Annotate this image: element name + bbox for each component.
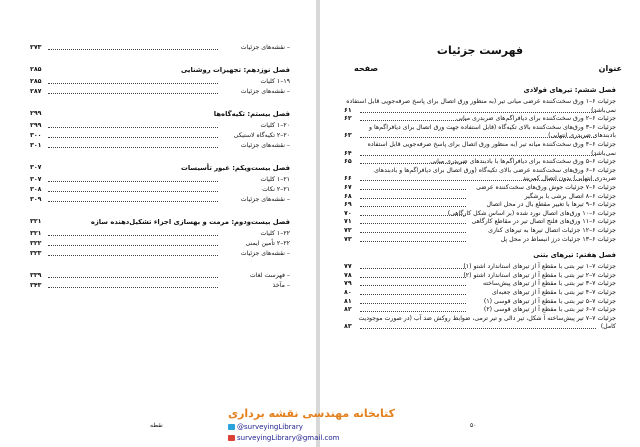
leader-dots bbox=[48, 93, 218, 94]
entry-title: جزئیات ۶–۵ ورق سخت‌کننده برای دیافراگم‌ها با بادبندهای ضربدری میانی bbox=[430, 158, 616, 166]
entry-page-number: ۶۶ bbox=[344, 175, 352, 183]
chapter-heading: فصل بیست‌ودوم: مرمت و بهسازی اجزاء تشکیل‌دهنده سازه bbox=[90, 218, 290, 226]
entry-page-number: ۷۱ bbox=[344, 218, 352, 226]
entry-title: جزئیات ۶–۹ تیرها با تغییر مقطع بال در محل اتصال bbox=[486, 201, 616, 209]
entry-page-number: ۳۰۰ bbox=[30, 132, 42, 139]
left-page-folio: نقطه bbox=[150, 422, 163, 429]
entry-page-number: ۳۲۳ bbox=[30, 250, 42, 257]
toc-entry bbox=[30, 175, 290, 185]
entry-title: جزئیات ۷–۴ تیر بتنی با مقطع آ از تیرهای جعبه‌ای bbox=[491, 289, 616, 296]
entry-page-number: ۶۷ bbox=[344, 184, 352, 191]
entry-title: ۲۱–۱ کلیات bbox=[260, 176, 290, 183]
entry-page-number: ۳۳۹ bbox=[30, 272, 42, 279]
entry-page-number: ۷۲ bbox=[344, 227, 352, 234]
entry-title: جزئیات ۶–۶ ورق‌های سخت‌کننده عرضی بالای تکیه‌گاه (ورق اتصال برای دیافراگم‌ها و بادبندهای bbox=[374, 166, 616, 174]
entry-page-number: ۷۷ bbox=[344, 263, 352, 271]
entry-page-number: ۷۸ bbox=[344, 271, 352, 279]
leader-dots bbox=[48, 191, 218, 192]
column-header-page: صفحه bbox=[354, 64, 379, 73]
leader-dots bbox=[360, 303, 466, 304]
chapter-page-number: ۳۰۷ bbox=[30, 164, 42, 171]
entry-page-number: ۳۲۲ bbox=[30, 240, 42, 247]
leader-dots bbox=[48, 287, 218, 288]
chapter-heading: فصل بیست‌ویکم: عبور تأسیسات bbox=[181, 164, 290, 172]
page-number: ۵۰ bbox=[470, 422, 477, 429]
chapter-heading: فصل ششم: تیرهای فولادی bbox=[523, 86, 616, 94]
entry-page-number: ۲۸۷ bbox=[30, 88, 42, 95]
entry-page-number: ۷۹ bbox=[344, 280, 352, 288]
entry-page-number: ۶۵ bbox=[344, 158, 352, 166]
leader-dots bbox=[360, 189, 466, 190]
leader-dots bbox=[360, 232, 466, 233]
toc-entry bbox=[30, 43, 290, 53]
entry-title: ۲۰–۲ تکیه‌گاه لاستیکی bbox=[233, 132, 290, 139]
watermark-title: کتابخانه مهندسی نقشه برداری bbox=[228, 407, 396, 420]
entry-title: ۱۹–۱ کلیات bbox=[260, 78, 290, 85]
chapter-page-number: ۳۲۱ bbox=[30, 218, 42, 225]
entry-page-number: ۳۲۱ bbox=[30, 230, 42, 237]
leader-dots bbox=[360, 328, 596, 329]
leader-dots bbox=[360, 294, 466, 295]
entry-page-number: ۸۰ bbox=[344, 289, 352, 296]
entry-title: جزئیات ۷–۱ تیر بتنی با مقطع آ از تیرهای استاندارد اشتو (۱) bbox=[463, 263, 616, 271]
entry-title: جزئیات ۶–۱۱ ورق‌های فلنج اتصال تیر در مقاطع کارگاهی bbox=[471, 218, 616, 226]
entry-page-number: ۸۲ bbox=[344, 306, 352, 314]
entry-page-number: ۳۰۸ bbox=[30, 186, 42, 193]
leader-dots bbox=[360, 268, 466, 269]
entry-page-number: ۶۱ bbox=[344, 106, 352, 114]
leader-dots bbox=[48, 235, 218, 236]
leader-dots bbox=[48, 127, 218, 128]
entry-title: جزئیات ۷–۲ تیر بتنی با مقطع آ از تیرهای استاندارد اشتو (۲) bbox=[463, 271, 616, 279]
toc-title: فهرست جزئیات bbox=[436, 44, 524, 57]
entry-page-number: ۷۳ bbox=[344, 235, 352, 243]
entry-page-number: ۲۹۹ bbox=[30, 122, 42, 129]
leader-dots bbox=[48, 137, 218, 138]
chapter-page-number: ۲۹۹ bbox=[30, 110, 42, 117]
toc-entry bbox=[30, 121, 290, 131]
entry-title: بادبندهای ضربدری انتهایی) bbox=[548, 132, 616, 140]
entry-page-number: ۳۰۷ bbox=[30, 176, 42, 183]
chapter-heading: فصل بیستم: تکیه‌گاه‌ها bbox=[213, 110, 290, 118]
entry-title: جزئیات ۶–۳ ورق‌های سخت‌کننده بالای تکیه‌گاه (قابل استفاده جهت ورق اتصال برای دیافراگم‌ها و bbox=[369, 123, 616, 131]
toc-entry bbox=[344, 235, 616, 245]
chapter-row bbox=[30, 109, 290, 119]
entry-page-number: ۶۳ bbox=[344, 132, 352, 140]
entry-page-number: ۶۹ bbox=[344, 201, 352, 209]
entry-page-number: ۳۰۹ bbox=[30, 196, 42, 203]
toc-entry bbox=[30, 185, 290, 195]
leader-dots bbox=[360, 285, 466, 286]
entry-title: جزئیات ۶–۷ جزئیات جوش ورق‌های سخت‌کننده عرضی bbox=[476, 184, 616, 191]
entry-title: ۲۲–۲ تأمین ایمنی bbox=[245, 240, 290, 247]
chapter-heading: فصل نوزدهم: تجهیزات روشنایی bbox=[181, 66, 290, 74]
entry-title: – فهرست لغات bbox=[249, 272, 290, 279]
entry-title: – نقشه‌های جزئیات bbox=[240, 250, 290, 257]
leader-dots bbox=[48, 245, 218, 246]
entry-page-number: ۸۳ bbox=[344, 323, 352, 331]
chapter-heading: فصل هفتم: تیرهای بتنی bbox=[533, 251, 616, 260]
entry-title: جزئیات ۶–۸ اتصال برشی با برشگیر bbox=[524, 192, 616, 200]
column-header-title: عنوان bbox=[598, 64, 622, 73]
chapter-row bbox=[30, 217, 290, 227]
entry-page-number: ۶۴ bbox=[344, 149, 352, 157]
leader-dots bbox=[48, 201, 218, 202]
entry-page-number: ۸۱ bbox=[344, 297, 352, 305]
email-icon bbox=[228, 435, 235, 441]
leader-dots bbox=[360, 198, 466, 199]
entry-title: ضربدری انتهایی) بدون اتصال کمربند bbox=[522, 175, 616, 183]
entry-page-number: ۳۴۳ bbox=[30, 282, 42, 289]
entry-page-number: ۳۰۱ bbox=[30, 142, 42, 149]
leader-dots bbox=[48, 147, 218, 148]
entry-title: جزئیات ۷–۵ تیر بتنی با مقطع آ از تیرهای قوسی (۱) bbox=[483, 297, 616, 305]
entry-title: ۲۰–۱ کلیات bbox=[260, 122, 290, 129]
entry-title: جزئیات ۷–۷ تیر پیش‌ساخته آ شکل، تیر دالی و تیر ترمی، ضوابط روکش ضد آب (در صورت موجودیت bbox=[358, 314, 616, 322]
chapter-page-number: ۲۸۵ bbox=[30, 66, 42, 73]
leader-dots bbox=[360, 155, 596, 156]
watermark-telegram: @surveyingLibrary bbox=[228, 423, 303, 431]
toc-entry bbox=[30, 87, 290, 97]
chapter-row bbox=[30, 163, 290, 173]
toc-entry bbox=[30, 239, 290, 249]
leader-dots bbox=[360, 137, 596, 138]
leader-dots bbox=[48, 255, 218, 256]
entry-title: جزئیات ۶–۴ ورق سخت‌کننده میانه تیر (به منظور ورق اتصال برای پاسخ صرفه‌جویی قابل استفاده bbox=[367, 141, 616, 148]
entry-title: – نقشه‌های جزئیات bbox=[240, 196, 290, 203]
entry-page-number: ۲۸۵ bbox=[30, 78, 42, 85]
entry-page-number: ۷۰ bbox=[344, 209, 352, 217]
entry-title: – نقشه‌های جزئیات bbox=[240, 142, 290, 149]
toc-entry bbox=[30, 131, 290, 141]
entry-title: – مآخذ bbox=[272, 282, 290, 289]
entry-title: جزئیات ۶–۱۰ ورق‌های اتصال نورد شده (بر اساس شکل کارگاهی) bbox=[447, 209, 616, 217]
leader-dots bbox=[48, 49, 218, 50]
entry-page-number: ۶۸ bbox=[344, 192, 352, 200]
toc-entry bbox=[344, 322, 616, 332]
leader-dots bbox=[48, 277, 218, 278]
entry-title: جزئیات ۶–۱۳ جزئیات درز انبساط در محل پل bbox=[500, 235, 616, 243]
leader-dots bbox=[48, 181, 218, 182]
entry-title: نمی‌باشد) bbox=[591, 149, 616, 157]
toc-entry bbox=[30, 271, 290, 281]
toc-entry bbox=[30, 195, 290, 205]
right-page bbox=[320, 0, 640, 447]
toc-entry bbox=[30, 229, 290, 239]
leader-dots bbox=[360, 163, 466, 164]
toc-entry bbox=[30, 77, 290, 87]
leader-dots bbox=[360, 215, 466, 216]
leader-dots bbox=[360, 241, 466, 242]
chapter-row bbox=[30, 65, 290, 75]
entry-title: جزئیات ۶–۱۲ جزئیات اتصال تیر‌ها به تیرهای کناری bbox=[488, 227, 616, 234]
telegram-icon bbox=[228, 424, 235, 430]
leader-dots bbox=[360, 311, 466, 312]
leader-dots bbox=[360, 277, 466, 278]
entry-title: جزئیات ۶–۱ ورق سخت‌کننده عرضی میانی تیر (به منظور ورق اتصال برای پاسخ صرفه‌جویی قابل استفاده bbox=[346, 98, 616, 105]
leader-dots bbox=[360, 223, 466, 224]
leader-dots bbox=[48, 83, 218, 84]
entry-page-number: ۲۷۳ bbox=[30, 44, 42, 51]
leader-dots bbox=[360, 206, 466, 207]
entry-page-number: ۶۲ bbox=[344, 115, 352, 123]
leader-dots bbox=[360, 120, 466, 121]
left-page bbox=[0, 0, 316, 447]
entry-title: ۲۲–۱ کلیات bbox=[260, 230, 290, 237]
entry-title: – نقشه‌های جزئیات bbox=[240, 44, 290, 51]
toc-entry bbox=[30, 281, 290, 291]
entry-title: نمی‌باشد) bbox=[591, 106, 616, 114]
entry-title: ۲۱–۲ نکات bbox=[262, 186, 290, 193]
leader-dots bbox=[360, 180, 596, 181]
toc-entry bbox=[30, 249, 290, 259]
entry-title: جزئیات ۶–۲ ورق سخت‌کننده برای دیافراگم‌های ضربدری میانی bbox=[456, 115, 616, 123]
entry-title: جزئیات ۷–۳ تیر بتنی با مقطع آ از تیرهای پیش‌ساخته bbox=[482, 280, 616, 288]
entry-title: کامل) bbox=[600, 323, 616, 331]
entry-title: جزئیات ۷–۶ تیر بتنی با مقطع آ از تیرهای قوسی (۲) bbox=[483, 306, 616, 314]
toc-entry bbox=[30, 141, 290, 151]
leader-dots bbox=[360, 112, 596, 113]
entry-title: – نقشه‌های جزئیات bbox=[240, 88, 290, 95]
watermark-email: surveyingLibrary@gmail.com bbox=[228, 434, 339, 442]
